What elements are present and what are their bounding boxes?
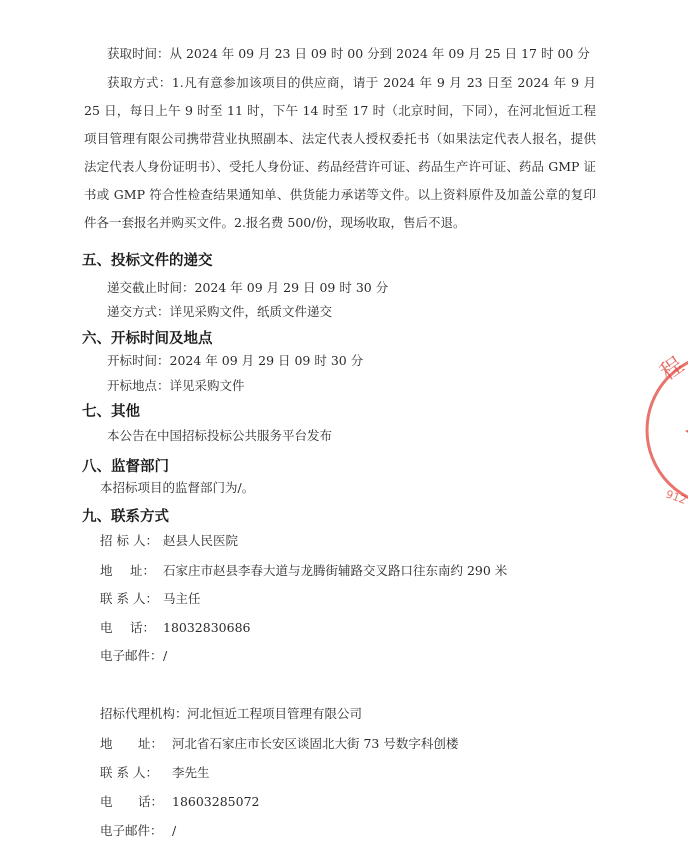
section-6-heading: 六、开标时间及地点 <box>82 331 213 347</box>
agency-phone-row <box>100 794 259 810</box>
submission-deadline: 递交截止时间：2024 年 09 月 29 日 09 时 30 分 <box>107 280 389 295</box>
agency-name-label: 招标代理机构： <box>100 706 188 721</box>
tenderer-phone-label-b: 话： <box>130 620 156 635</box>
tenderer-name: 赵县人民医院 <box>163 533 239 548</box>
agency-phone: 18603285072 <box>172 794 260 809</box>
tenderer-name-row <box>100 533 238 549</box>
section-5-heading: 五、投标文件的递交 <box>82 253 213 269</box>
section-9-heading: 九、联系方式 <box>82 509 169 525</box>
agency-contact: 李先生 <box>172 765 210 780</box>
tenderer-phone: 18032830686 <box>163 620 251 635</box>
tenderer-address-row <box>100 563 507 579</box>
seal-text-top: 程 <box>656 352 688 386</box>
agency-address: 河北省石家庄市长安区谈固北大街 73 号数字科创楼 <box>172 736 459 751</box>
section-7-heading: 七、其他 <box>82 404 140 420</box>
tenderer-phone-label-a: 电 <box>100 620 113 635</box>
agency-address-label-a: 地 <box>100 736 113 751</box>
agency-contact-row <box>100 765 210 781</box>
agency-phone-label-b: 话： <box>138 794 164 809</box>
seal-text-bottom: 912 <box>663 487 688 508</box>
opening-place: 开标地点：详见采购文件 <box>107 378 245 393</box>
agency-name-row <box>100 706 362 722</box>
tenderer-contact-row <box>100 591 201 607</box>
company-seal-icon <box>645 345 688 515</box>
tenderer-contact-label: 联 系 人： <box>100 591 158 606</box>
tenderer-phone-row <box>100 620 250 636</box>
agency-name: 河北恒近工程项目管理有限公司 <box>187 706 363 721</box>
tenderer-name-label: 招 标 人： <box>100 533 158 548</box>
submission-method: 递交方式：详见采购文件，纸质文件递交 <box>107 304 333 319</box>
agency-email-label: 电子邮件： <box>100 823 163 838</box>
tenderer-email-row <box>100 648 167 664</box>
agency-phone-label-a: 电 <box>100 794 113 809</box>
tenderer-contact: 马主任 <box>163 591 201 606</box>
agency-email-row <box>100 823 176 839</box>
tenderer-email: / <box>163 648 168 663</box>
tenderer-address-label-b: 址： <box>130 563 156 578</box>
agency-address-label-b: 址： <box>138 736 164 751</box>
tenderer-address: 石家庄市赵县李春大道与龙腾街辅路交叉路口往东南约 290 米 <box>163 563 508 578</box>
section-8-heading: 八、监督部门 <box>82 459 169 475</box>
acquisition-time: 获取时间：从 2024 年 09 月 23 日 09 时 00 分到 2024 年 09 月 25 日 17 时 00 分 <box>107 46 590 61</box>
acquisition-method: 获取方式：1.凡有意参加该项目的供应商，请于 2024 年 9 月 23 日至 2024 年 9 月 25 日，每日上午 9 时至 11 时，下午 14 时至 17 时（北京时间，下同），在河北恒近工程项目管理有限公司携带营业执照副本、法定代表人授权委托书（如果法定代表人报名，提供法定代表人身份证明书）、受托人身份证、药品经营许可证、药品生产许可证、药品 GMP 证书或 GMP 符合性检查结果通知单、供货能力承诺等文件。以上资料原件及加盖公章的复印件各一套报名并购买文件。2.报名费 500/份，现场收取，售后不退。 <box>84 75 596 230</box>
tenderer-email-label: 电子邮件： <box>100 648 163 663</box>
agency-address-row <box>100 736 458 752</box>
other-text: 本公告在中国招标投标公共服务平台发布 <box>107 428 333 443</box>
agency-email: / <box>172 823 177 838</box>
opening-time: 开标时间：2024 年 09 月 29 日 09 时 30 分 <box>107 353 364 368</box>
supervision-text: 本招标项目的监督部门为/。 <box>100 480 255 495</box>
tenderer-address-label-a: 地 <box>100 563 113 578</box>
agency-contact-label: 联 系 人： <box>100 765 158 780</box>
